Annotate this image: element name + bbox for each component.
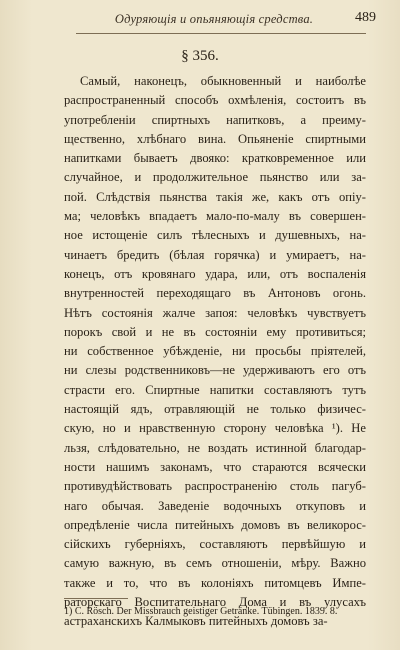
text-line: Нѣтъ состоянія жалче запоя: человѣкъ чувствуетъ	[64, 305, 366, 320]
text-line: щественно, хлѣбнаго вина. Опьяненіе спиртными	[64, 131, 366, 146]
header-rule	[76, 33, 366, 34]
text-line: употребленіи спиртныхъ напитковъ, а преиму-	[64, 112, 366, 127]
text-line: распространенный способъ охмѣленія, состоитъ въ	[64, 93, 366, 108]
text-line: наго обычая. Заведеніе водочныхъ откуповъ и	[64, 498, 366, 513]
body-text	[64, 72, 366, 632]
text-line: сійскихъ губерніяхъ, составляютъ первѣйшую и	[64, 537, 366, 552]
section-title: § 356.	[181, 48, 219, 64]
text-line: конецъ, отъ кровянаго удара, или, отъ воспаленія	[64, 266, 366, 281]
text-line: самую важную, въ семъ отношеніи, мѣру. Важно	[64, 556, 366, 571]
text-line: ни собственное убѣжденіе, ни просьбы пріятелей,	[64, 344, 366, 359]
footnote: 1) C. Rösch. Der Missbrauch geistiger Getränke. Tübingen. 1839. 8.	[64, 606, 338, 617]
text-line: опредѣленіе числа питейныхъ домовъ въ великорос-	[64, 517, 366, 532]
text-line: Самый, наконецъ, обыкновенный и наиболѣе	[80, 74, 366, 88]
text-line: порокъ свой и не въ состояніи ему противиться;	[64, 324, 366, 339]
text-line: ное истощеніе силъ тѣлесныхъ и душевныхъ, на-	[64, 228, 366, 243]
running-head: Одуряющія и опьяняющія средства.	[114, 12, 314, 26]
text-line: также и то, что въ колоніяхъ питомцевъ Импе-	[64, 575, 366, 590]
text-line: настоящій ядъ, отравляющій не только физичес-	[64, 402, 366, 417]
text-line: астраханскихъ Калмыковъ питейныхъ домовъ за-	[64, 614, 328, 629]
text-line: скую, но и нравственную сторону человѣка ¹). Не	[64, 421, 366, 436]
text-line: противудѣйствовать распространенію столь пагуб-	[64, 479, 366, 494]
text-line: случайное, и продолжительное пьянство или за-	[64, 170, 366, 185]
text-line: ни слезы родственниковъ—не удерживаютъ его отъ	[64, 363, 366, 378]
text-line: напитками бываетъ двояко: кратковременное или	[64, 151, 366, 166]
text-line: страсти его. Спиртные напитки составляютъ тутъ	[64, 382, 366, 397]
text-line: ности нашимъ законамъ, что стараются всячески	[64, 459, 366, 474]
text-line: ма; человѣкъ впадаетъ мало-по-малу въ совершен-	[64, 209, 366, 224]
text-line: раторскаго Воспитательнаго Дома и въ улусахъ	[64, 595, 366, 610]
page-number: 489	[355, 10, 376, 25]
text-line: чинаетъ бредить (бѣлая горячка) и умираетъ, на-	[64, 247, 366, 262]
text-line: льзя, слѣдовательно, не воздать истинной благодар-	[64, 440, 366, 455]
text-line: внутренностей переходящаго въ Антоновъ огонь.	[64, 286, 366, 301]
footnote-rule	[64, 598, 128, 599]
text-line: пой. Слѣдствія пьянства такія же, какъ отъ опіу-	[64, 189, 366, 204]
